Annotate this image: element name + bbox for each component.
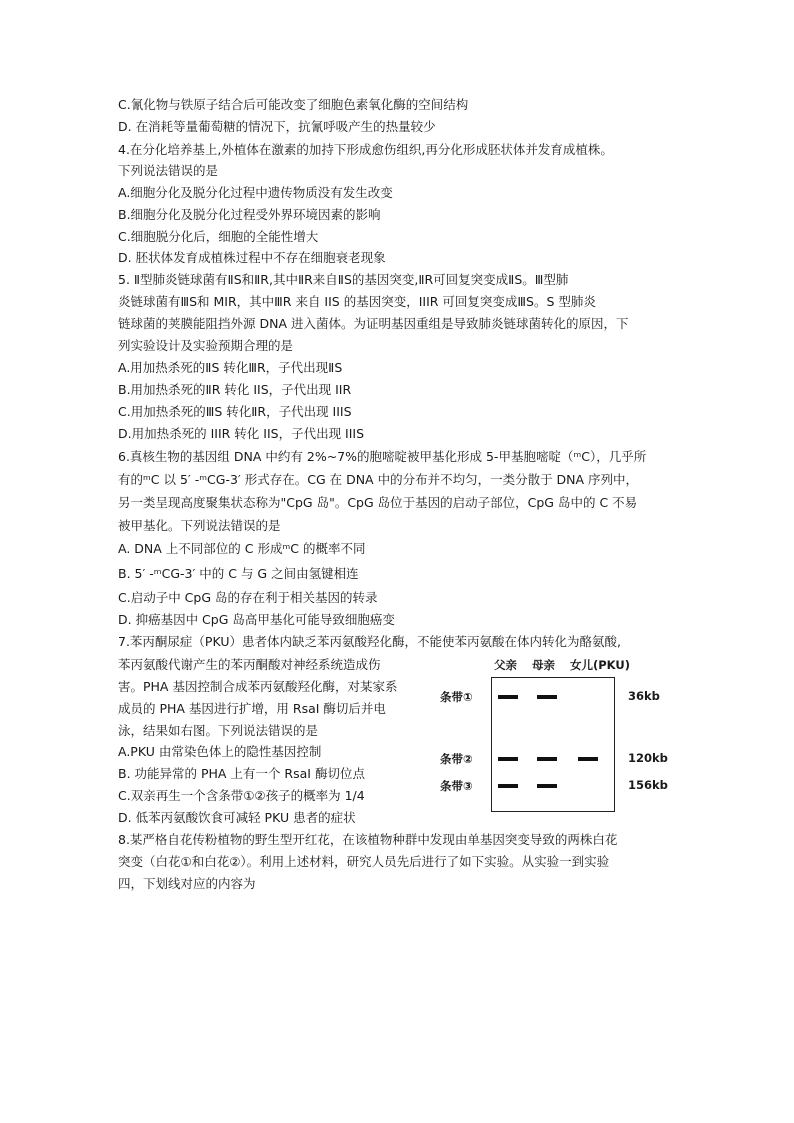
text-line: 4.在分化培养基上,外植体在激素的加持下形成愈伤组织,再分化形成胚状体并发育成植株。: [118, 142, 613, 157]
band-label-2: 条带②: [440, 752, 473, 766]
band-2-mother: [537, 757, 557, 761]
text-line: 炎链球菌有ⅢS和 MIR，其中ⅢR 来自 IIS 的基因突变，IIIR 可回复突变成ⅢS。S 型肺炎: [118, 294, 596, 309]
text-line: 另一类呈现高度聚集状态称为"CpG 岛"。CpG 岛位于基因的启动子部位，CpG 岛中的 C 不易: [118, 495, 638, 510]
band-1-mother: [537, 695, 557, 699]
text-line: A. DNA 上不同部位的 C 形成ᵐC 的概率不同: [118, 541, 366, 556]
text-line: 6.真核生物的基因组 DNA 中约有 2%~7%的胞嘧啶被甲基化形成 5-甲基胞嘧啶（ᵐC），几乎所: [118, 449, 647, 464]
text-line: 有的ᵐC 以 5′ -ᵐCG-3′ 形式存在。CG 在 DNA 中的分布并不均匀，一类分散于 DNA 序列中，: [118, 472, 639, 487]
text-line: 8.某严格自花传粉植物的野生型开红花，在该植物种群中发现由单基因突变导致的两株白花: [118, 832, 618, 847]
text-line: B.用加热杀死的ⅡR 转化 IIS，子代出现 IIR: [118, 382, 352, 397]
text-line: B.细胞分化及脱分化过程受外界环境因素的影响: [118, 207, 381, 222]
text-line: D.用加热杀死的 IIIR 转化 IIS，子代出现 IIIS: [118, 426, 365, 441]
column-label-mother: 母亲: [532, 658, 555, 672]
text-line: 5. Ⅱ型肺炎链球菌有ⅡS和ⅡR,其中ⅡR来自ⅡS的基因突变,ⅡR可回复突变成ⅡS。Ⅲ型肺: [118, 272, 569, 287]
text-line: C.氰化物与铁原子结合后可能改变了细胞色素氧化酶的空间结构: [118, 97, 469, 112]
text-line: 泳，结果如右图。下列说法错误的是: [118, 723, 319, 738]
text-line: 成员的 PHA 基因进行扩增，用 RsaI 酶切后并电: [118, 701, 386, 716]
column-label-daughter: 女儿(PKU): [570, 658, 630, 672]
text-line: D. 抑癌基因中 CpG 岛高甲基化可能导致细胞癌变: [118, 612, 395, 627]
text-line: 列实验设计及实验预期合理的是: [118, 338, 294, 353]
text-line: 四，下划线对应的内容为: [118, 876, 256, 891]
band-2-father: [498, 757, 518, 761]
band-1-father: [498, 695, 518, 699]
text-line: C.双亲再生一个含条带①②孩子的概率为 1/4: [118, 788, 365, 803]
band-size-1: 36kb: [628, 689, 660, 703]
band-2-daughter: [578, 757, 598, 761]
band-label-3: 条带③: [440, 779, 473, 793]
band-size-2: 120kb: [628, 751, 668, 765]
text-line: C.细胞脱分化后，细胞的全能性增大: [118, 229, 319, 244]
text-line: D. 低苯丙氨酸饮食可减轻 PKU 患者的症状: [118, 810, 356, 825]
text-line: B. 5′ -ᵐCG-3′ 中的 C 与 G 之间由氢键相连: [118, 566, 359, 581]
text-line: 链球菌的荚膜能阻挡外源 DNA 进入菌体。为证明基因重组是导致肺炎链球菌转化的原因，下: [118, 316, 629, 331]
band-label-1: 条带①: [440, 690, 473, 704]
text-line: D. 在消耗等量葡萄糖的情况下，抗氰呼吸产生的热量较少: [118, 119, 436, 134]
text-line: 7.苯丙酮尿症（PKU）患者体内缺乏苯丙氨酸羟化酶，不能使苯丙氨酸在体内转化为酪氨酸,: [118, 634, 621, 649]
text-line: 下列说法错误的是: [118, 163, 219, 178]
text-line: D. 胚状体发育成植株过程中不存在细胞衰老现象: [118, 250, 386, 265]
text-line: A.PKU 由常染色体上的隐性基因控制: [118, 744, 322, 759]
band-3-father: [498, 784, 518, 788]
text-line: 突变（白花①和白花②）。利用上述材料，研究人员先后进行了如下实验。从实验一到实验: [118, 854, 610, 869]
electrophoresis-figure: [428, 655, 688, 815]
band-size-3: 156kb: [628, 778, 668, 792]
text-line: C.用加热杀死的ⅢS 转化ⅡR，子代出现 IIIS: [118, 404, 352, 419]
band-3-mother: [537, 784, 557, 788]
column-label-father: 父亲: [494, 658, 517, 672]
text-line: B. 功能异常的 PHA 上有一个 RsaI 酶切位点: [118, 766, 365, 781]
text-line: 苯丙氨酸代谢产生的苯丙酮酸对神经系统造成伤: [118, 657, 381, 672]
text-line: A.用加热杀死的ⅡS 转化ⅢR，子代出现ⅡS: [118, 360, 343, 375]
text-line: C.启动子中 CpG 岛的存在利于相关基因的转录: [118, 590, 378, 605]
text-line: 害。PHA 基因控制合成苯丙氨酸羟化酶，对某家系: [118, 679, 398, 694]
text-line: A.细胞分化及脱分化过程中遗传物质没有发生改变: [118, 185, 393, 200]
text-line: 被甲基化。下列说法错误的是: [118, 518, 281, 533]
gel-box: [491, 677, 615, 812]
